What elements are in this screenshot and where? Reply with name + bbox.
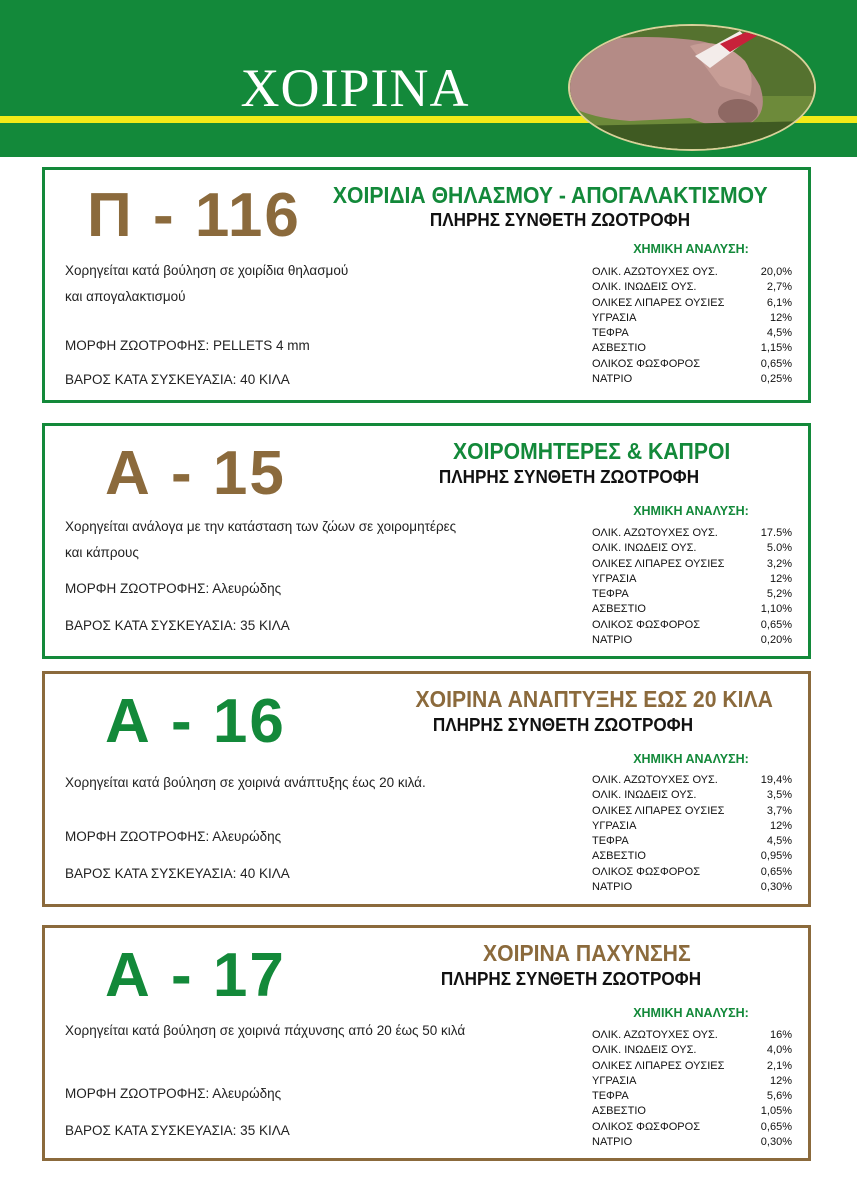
analysis-value: 5,2% bbox=[766, 588, 792, 601]
analysis-value: 0,20% bbox=[760, 634, 792, 647]
analysis-value: 1,15% bbox=[760, 342, 792, 355]
analysis-label: ΝΑΤΡΙΟ bbox=[592, 634, 633, 647]
analysis-label: ΤΕΦΡΑ bbox=[592, 588, 629, 601]
analysis-row bbox=[592, 1028, 792, 1043]
analysis-value: 12% bbox=[769, 1074, 792, 1087]
analysis-value: 0,65% bbox=[760, 865, 792, 878]
analysis-label: ΤΕΦΡΑ bbox=[592, 835, 629, 848]
product-name: ΧΟΙΡΙΝΑ ΑΝΑΠΤΥΞΗΣ ΕΩΣ 20 ΚΙΛΑ bbox=[415, 686, 773, 712]
analysis-label: ΥΓΡΑΣΙΑ bbox=[592, 311, 637, 324]
analysis-value: 1,10% bbox=[760, 603, 792, 616]
description-line: και απογαλακτισμού bbox=[65, 289, 186, 304]
product-description bbox=[65, 770, 545, 796]
product-subtitle: ΠΛΗΡΗΣ ΣΥΝΘΕΤΗ ΖΩΟΤΡΟΦΗ bbox=[429, 210, 691, 230]
product-card-p116 bbox=[42, 167, 811, 403]
page-title: ΧΟΙΡΙΝΑ bbox=[240, 58, 470, 118]
analysis-title: ΧΗΜΙΚΗ ΑΝΑΛΥΣΗ: bbox=[633, 1006, 749, 1020]
analysis-row bbox=[592, 633, 792, 648]
analysis-label: ΥΓΡΑΣΙΑ bbox=[592, 572, 637, 585]
analysis-row bbox=[592, 865, 792, 880]
analysis-value: 20,0% bbox=[760, 266, 792, 278]
analysis-label: ΝΑΤΡΙΟ bbox=[592, 373, 633, 386]
analysis-value: 17.5% bbox=[760, 527, 792, 539]
analysis-row bbox=[592, 572, 792, 587]
analysis-row bbox=[592, 357, 792, 372]
analysis-table bbox=[592, 1028, 792, 1150]
product-description bbox=[65, 258, 545, 310]
analysis-value: 2,1% bbox=[766, 1059, 792, 1072]
analysis-value: 0,30% bbox=[760, 1136, 792, 1149]
analysis-row bbox=[592, 1135, 792, 1150]
analysis-label: ΟΛΙΚΟΣ ΦΩΣΦΟΡΟΣ bbox=[592, 1120, 700, 1133]
product-subtitle: ΠΛΗΡΗΣ ΣΥΝΘΕΤΗ ΖΩΟΤΡΟΦΗ bbox=[440, 969, 702, 989]
product-subtitle: ΠΛΗΡΗΣ ΣΥΝΘΕΤΗ ΖΩΟΤΡΟΦΗ bbox=[438, 467, 700, 487]
analysis-label: ΥΓΡΑΣΙΑ bbox=[592, 1074, 637, 1087]
analysis-row bbox=[592, 1059, 792, 1074]
feed-form: ΜΟΡΦΗ ΖΩΟΤΡΟΦΗΣ: Αλευρώδης bbox=[65, 829, 282, 844]
analysis-row bbox=[592, 265, 792, 280]
analysis-row bbox=[592, 1043, 792, 1058]
analysis-value: 12% bbox=[769, 572, 792, 585]
product-card-a15 bbox=[42, 423, 811, 659]
analysis-value: 0,65% bbox=[760, 357, 792, 370]
product-description bbox=[65, 1018, 545, 1044]
analysis-label: ΑΣΒΕΣΤΙΟ bbox=[592, 850, 646, 863]
package-weight: ΒΑΡΟΣ ΚΑΤΑ ΣΥΣΚΕΥΑΣΙΑ: 35 ΚΙΛΑ bbox=[65, 618, 290, 633]
analysis-row bbox=[592, 1074, 792, 1089]
description-line: Χορηγείται κατά βούληση σε χοιρινά πάχυνσης από 20 έως 50 κιλά bbox=[65, 1023, 466, 1038]
analysis-row bbox=[592, 1104, 792, 1119]
analysis-table bbox=[592, 773, 792, 895]
analysis-value: 3,2% bbox=[766, 557, 792, 570]
analysis-label: ΤΕΦΡΑ bbox=[592, 1090, 629, 1103]
analysis-label: ΟΛΙΚΕΣ ΛΙΠΑΡΕΣ ΟΥΣΙΕΣ bbox=[592, 557, 725, 570]
analysis-label: ΟΛΙΚ. ΙΝΩΔΕΙΣ ΟΥΣ. bbox=[592, 789, 697, 802]
package-weight: ΒΑΡΟΣ ΚΑΤΑ ΣΥΣΚΕΥΑΣΙΑ: 35 ΚΙΛΑ bbox=[65, 1123, 290, 1138]
analysis-row bbox=[592, 326, 792, 341]
analysis-value: 2,7% bbox=[766, 281, 792, 294]
analysis-label: ΟΛΙΚ. ΑΖΩΤΟΥΧΕΣ ΟΥΣ. bbox=[592, 266, 718, 278]
product-name: ΧΟΙΡΙΝΑ ΠΑΧΥΝΣΗΣ bbox=[483, 940, 691, 966]
analysis-label: ΟΛΙΚ. ΑΖΩΤΟΥΧΕΣ ΟΥΣ. bbox=[592, 1029, 718, 1041]
analysis-table bbox=[592, 526, 792, 648]
analysis-label: ΟΛΙΚΕΣ ΛΙΠΑΡΕΣ ΟΥΣΙΕΣ bbox=[592, 296, 725, 309]
analysis-label: ΟΛΙΚ. ΙΝΩΔΕΙΣ ΟΥΣ. bbox=[592, 1044, 697, 1057]
product-code: Π - 116 bbox=[87, 181, 301, 250]
analysis-value: 19,4% bbox=[760, 774, 792, 786]
feed-form: ΜΟΡΦΗ ΖΩΟΤΡΟΦΗΣ: PELLETS 4 mm bbox=[65, 338, 310, 353]
analysis-label: ΟΛΙΚΟΣ ΦΩΣΦΟΡΟΣ bbox=[592, 618, 700, 631]
analysis-row bbox=[592, 834, 792, 849]
analysis-value: 4,0% bbox=[766, 1044, 792, 1057]
analysis-value: 0,95% bbox=[760, 850, 792, 863]
analysis-row bbox=[592, 541, 792, 556]
analysis-label: ΟΛΙΚΟΣ ΦΩΣΦΟΡΟΣ bbox=[592, 357, 700, 370]
analysis-row bbox=[592, 602, 792, 617]
analysis-label: ΑΣΒΕΣΤΙΟ bbox=[592, 1105, 646, 1118]
analysis-label: ΟΛΙΚΟΣ ΦΩΣΦΟΡΟΣ bbox=[592, 865, 700, 878]
analysis-value: 0,25% bbox=[760, 373, 792, 386]
analysis-row bbox=[592, 1120, 792, 1135]
analysis-row bbox=[592, 804, 792, 819]
analysis-title: ΧΗΜΙΚΗ ΑΝΑΛΥΣΗ: bbox=[633, 752, 749, 766]
analysis-row bbox=[592, 587, 792, 602]
description-line: και κάπρους bbox=[65, 545, 139, 560]
description-line: Χορηγείται ανάλογα με την κατάσταση των ζώων σε χοιρομητέρες bbox=[65, 519, 457, 534]
analysis-table bbox=[592, 265, 792, 387]
analysis-label: ΟΛΙΚ. ΙΝΩΔΕΙΣ ΟΥΣ. bbox=[592, 281, 697, 294]
analysis-row bbox=[592, 618, 792, 633]
analysis-value: 12% bbox=[769, 819, 792, 832]
analysis-row bbox=[592, 880, 792, 895]
analysis-value: 4,5% bbox=[766, 327, 792, 340]
analysis-row bbox=[592, 341, 792, 356]
analysis-value: 3,5% bbox=[766, 789, 792, 802]
analysis-value: 0,65% bbox=[760, 1120, 792, 1133]
analysis-label: ΟΛΙΚΕΣ ΛΙΠΑΡΕΣ ΟΥΣΙΕΣ bbox=[592, 1059, 725, 1072]
analysis-label: ΑΣΒΕΣΤΙΟ bbox=[592, 342, 646, 355]
analysis-label: ΑΣΒΕΣΤΙΟ bbox=[592, 603, 646, 616]
analysis-label: ΟΛΙΚΕΣ ΛΙΠΑΡΕΣ ΟΥΣΙΕΣ bbox=[592, 804, 725, 817]
analysis-value: 4,5% bbox=[766, 835, 792, 848]
analysis-value: 5,6% bbox=[766, 1090, 792, 1103]
feed-form: ΜΟΡΦΗ ΖΩΟΤΡΟΦΗΣ: Αλευρώδης bbox=[65, 581, 282, 596]
analysis-label: ΝΑΤΡΙΟ bbox=[592, 1136, 633, 1149]
page-header bbox=[0, 0, 857, 157]
description-line: Χορηγείται κατά βούληση σε χοιρίδια θηλασμού bbox=[65, 263, 349, 278]
package-weight: ΒΑΡΟΣ ΚΑΤΑ ΣΥΣΚΕΥΑΣΙΑ: 40 ΚΙΛΑ bbox=[65, 372, 290, 387]
analysis-title: ΧΗΜΙΚΗ ΑΝΑΛΥΣΗ: bbox=[633, 242, 749, 256]
analysis-value: 0,65% bbox=[760, 618, 792, 631]
product-card-a16 bbox=[42, 671, 811, 907]
product-card-a17 bbox=[42, 925, 811, 1161]
analysis-value: 6,1% bbox=[766, 296, 792, 309]
analysis-label: ΟΛΙΚ. ΙΝΩΔΕΙΣ ΟΥΣ. bbox=[592, 542, 697, 555]
analysis-value: 16% bbox=[769, 1029, 792, 1041]
analysis-label: ΝΑΤΡΙΟ bbox=[592, 881, 633, 894]
analysis-label: ΟΛΙΚ. ΑΖΩΤΟΥΧΕΣ ΟΥΣ. bbox=[592, 527, 718, 539]
pig-photo bbox=[568, 24, 816, 151]
product-name: ΧΟΙΡΙΔΙΑ ΘΗΛΑΣΜΟΥ - ΑΠΟΓΑΛΑΚΤΙΣΜΟΥ bbox=[332, 182, 768, 208]
description-line: Χορηγείται κατά βούληση σε χοιρινά ανάπτυξης έως 20 κιλά. bbox=[65, 775, 426, 790]
product-description bbox=[65, 514, 545, 566]
analysis-row bbox=[592, 788, 792, 803]
product-code: Α - 17 bbox=[105, 941, 286, 1010]
analysis-row bbox=[592, 819, 792, 834]
analysis-row bbox=[592, 1089, 792, 1104]
analysis-row bbox=[592, 296, 792, 311]
analysis-label: ΟΛΙΚ. ΑΖΩΤΟΥΧΕΣ ΟΥΣ. bbox=[592, 774, 718, 786]
analysis-row bbox=[592, 849, 792, 864]
analysis-label: ΤΕΦΡΑ bbox=[592, 327, 629, 340]
analysis-row bbox=[592, 311, 792, 326]
package-weight: ΒΑΡΟΣ ΚΑΤΑ ΣΥΣΚΕΥΑΣΙΑ: 40 ΚΙΛΑ bbox=[65, 866, 290, 881]
analysis-row bbox=[592, 372, 792, 387]
analysis-title: ΧΗΜΙΚΗ ΑΝΑΛΥΣΗ: bbox=[633, 504, 749, 518]
feed-form: ΜΟΡΦΗ ΖΩΟΤΡΟΦΗΣ: Αλευρώδης bbox=[65, 1086, 282, 1101]
analysis-value: 1,05% bbox=[760, 1105, 792, 1118]
analysis-row bbox=[592, 280, 792, 295]
analysis-row bbox=[592, 773, 792, 788]
analysis-value: 0,30% bbox=[760, 881, 792, 894]
analysis-row bbox=[592, 557, 792, 572]
analysis-value: 12% bbox=[769, 311, 792, 324]
analysis-row bbox=[592, 526, 792, 541]
analysis-value: 5.0% bbox=[766, 542, 792, 555]
product-code: Α - 16 bbox=[105, 687, 286, 756]
product-name: ΧΟΙΡΟΜΗΤΕΡΕΣ & ΚΑΠΡΟΙ bbox=[452, 438, 730, 464]
product-subtitle: ΠΛΗΡΗΣ ΣΥΝΘΕΤΗ ΖΩΟΤΡΟΦΗ bbox=[432, 715, 694, 735]
analysis-value: 3,7% bbox=[766, 804, 792, 817]
analysis-label: ΥΓΡΑΣΙΑ bbox=[592, 819, 637, 832]
product-code: Α - 15 bbox=[105, 439, 286, 508]
